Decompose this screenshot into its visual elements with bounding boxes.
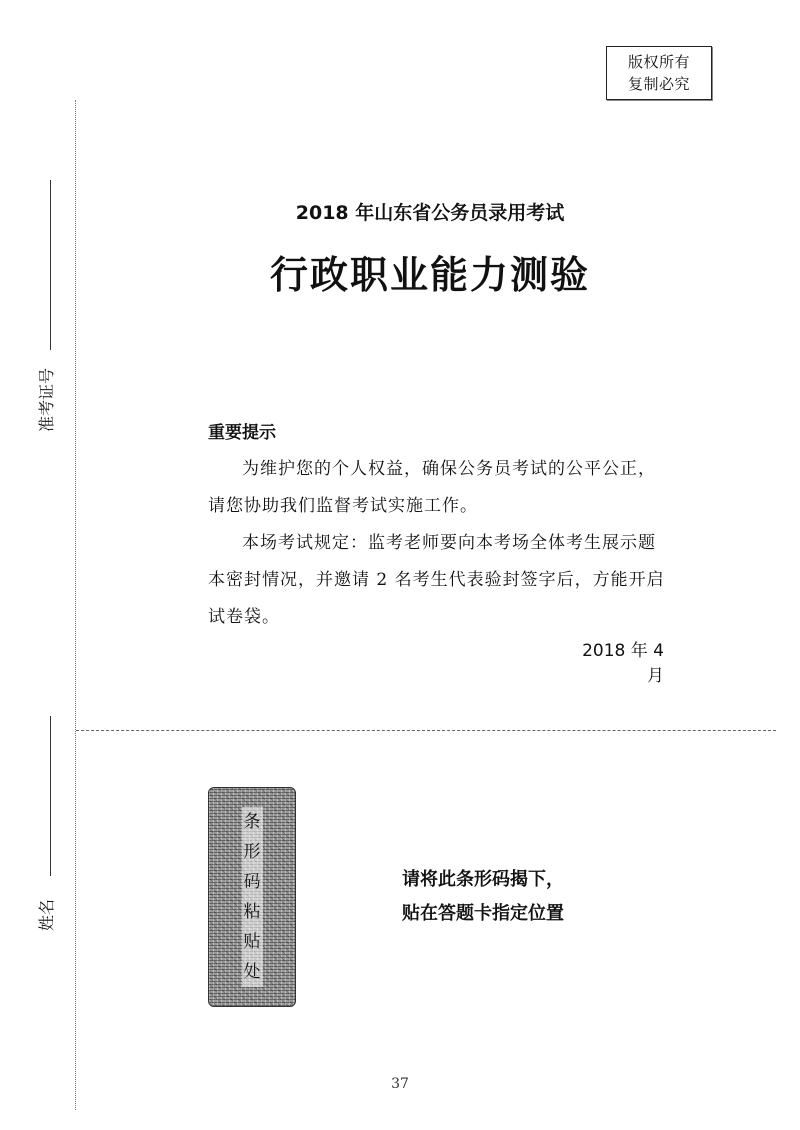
exam-subtitle: 2018 年山东省公务员录用考试 <box>295 202 565 224</box>
notice-paragraph-1: 为维护您的个人权益，确保公务员考试的公平公正，请您协助我们监督考试实施工作。 <box>208 459 656 516</box>
barcode-char: 粘 <box>242 897 263 927</box>
notice-date: 2018 年 4 月 <box>582 641 664 686</box>
copyright-line-1: 版权所有 <box>627 53 690 71</box>
cut-dashed-line <box>76 730 776 731</box>
name-rule <box>50 716 51 876</box>
barcode-char: 码 <box>242 867 263 897</box>
barcode-char: 贴 <box>242 927 263 957</box>
barcode-char: 条 <box>242 807 263 837</box>
barcode-char: 处 <box>242 957 263 987</box>
notice-paragraph-2: 本场考试规定：监考老师要向本考场全体考生展示题本密封情况，并邀请 2 名考生代表验封签字后，方能开启试卷袋。 <box>208 533 665 627</box>
exam-title: 行政职业能力测验 <box>269 252 590 297</box>
barcode-sticker[interactable] <box>208 787 296 1007</box>
name-label: 姓名 <box>36 899 56 932</box>
copyright-line-2: 复制必究 <box>627 75 690 93</box>
copyright-stamp <box>606 46 712 100</box>
barcode-instruction-line-1: 请将此条形码揭下， <box>402 869 564 890</box>
admission-number-label: 准考证号 <box>36 367 56 432</box>
notice-heading: 重要提示 <box>208 423 276 443</box>
page-number: 37 <box>391 1076 409 1092</box>
barcode-instruction-line-2: 贴在答题卡指定位置 <box>402 903 564 924</box>
barcode-char: 形 <box>242 837 263 867</box>
